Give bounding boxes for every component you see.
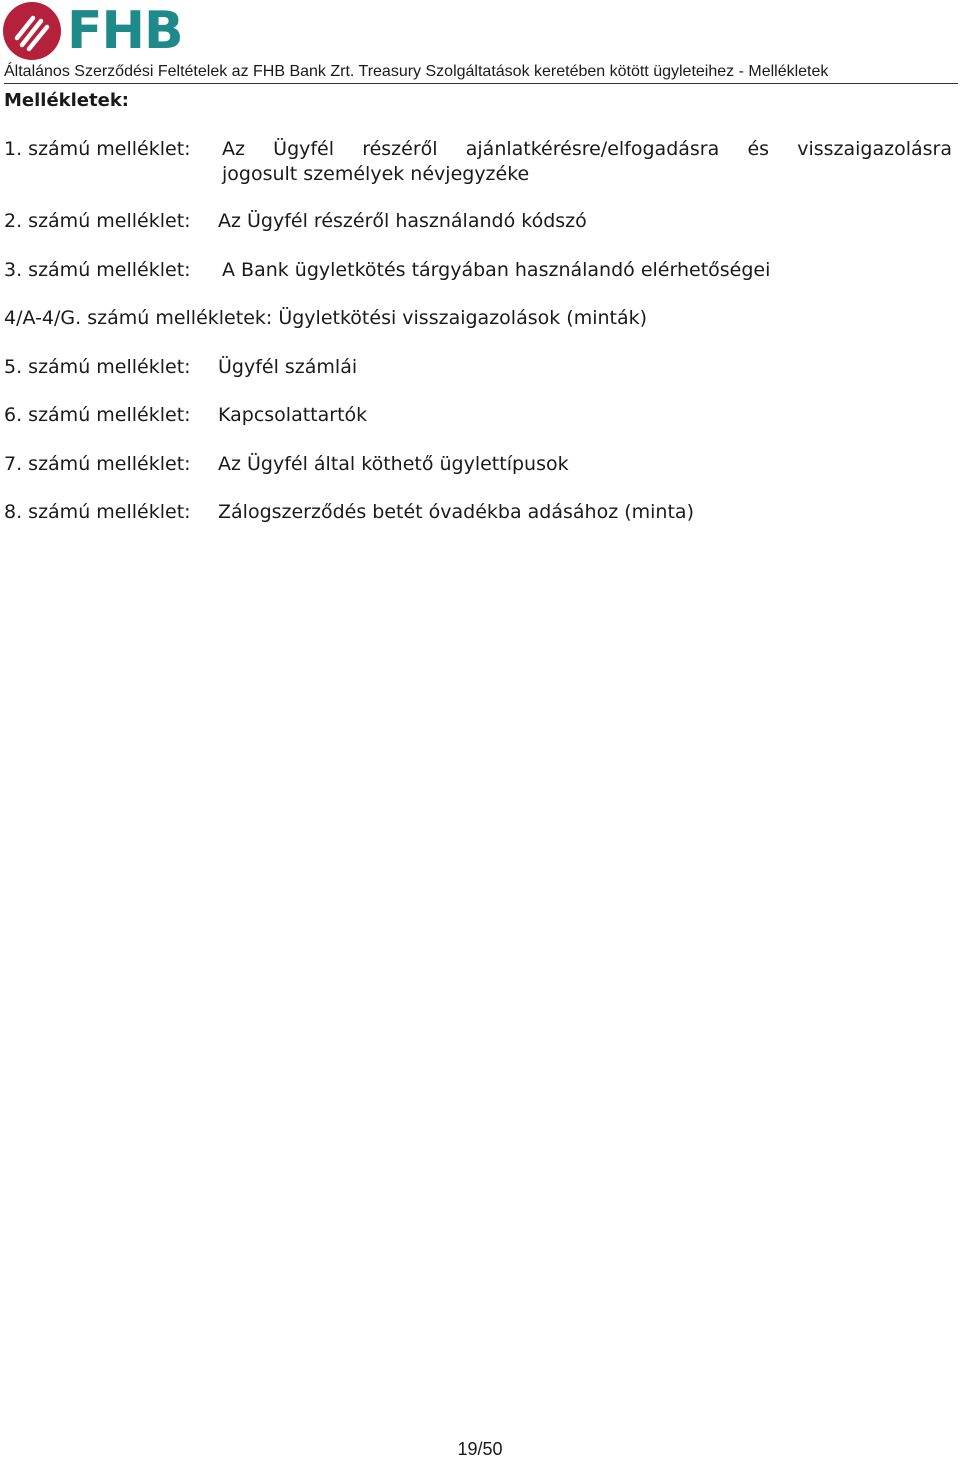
annex-item-6	[4, 403, 367, 428]
annex-label: 8. számú melléklet:	[4, 501, 191, 523]
document-header-title: Általános Szerződési Feltételek az FHB Bank Zrt. Treasury Szolgáltatások keretében kötött ügyleteihez - Mellékletek	[4, 63, 829, 80]
page-number: 19/50	[457, 1439, 503, 1459]
annex-label: 1. számú melléklet:	[4, 138, 191, 160]
annex-description: Ügyletkötési visszaigazolások (minták)	[278, 307, 648, 329]
annex-description-line-2: jogosult személyek névjegyzéke	[222, 163, 530, 185]
fhb-logo-text: FHB	[67, 1, 183, 61]
annex-word: részéről	[362, 138, 438, 160]
annex-word: Az	[222, 138, 245, 160]
annex-description: Az Ügyfél által köthető ügylettípusok	[218, 453, 569, 475]
annex-label: 5. számú melléklet:	[4, 356, 191, 378]
annex-description	[222, 137, 952, 187]
annex-description: Az Ügyfél részéről használandó kódszó	[218, 210, 587, 232]
annex-item-4	[4, 306, 647, 331]
annex-description: Ügyfél számlái	[218, 356, 358, 378]
annex-word: Ügyfél	[273, 138, 335, 160]
annex-item-3	[4, 258, 770, 283]
annex-label: 3. számú melléklet:	[4, 259, 191, 281]
annex-word: ajánlatkérésre/elfogadásra	[465, 138, 720, 160]
annex-item-1	[4, 137, 954, 187]
annex-item-7	[4, 452, 569, 477]
annex-description: A Bank ügyletkötés tárgyában használandó elérhetőségei	[222, 259, 771, 281]
annex-label: 6. számú melléklet:	[4, 404, 191, 426]
annex-word: és	[747, 138, 770, 160]
header-divider	[4, 83, 958, 84]
annex-word: visszaigazolásra	[797, 138, 952, 160]
section-title: Mellékletek:	[4, 90, 129, 111]
annex-item-5	[4, 355, 357, 380]
annex-label: 4/A-4/G. számú mellékletek:	[4, 307, 273, 329]
annex-description: Zálogszerződés betét óvadékba adásához (minta)	[218, 501, 694, 523]
annex-item-2	[4, 209, 587, 234]
annex-description: Kapcsolattartók	[218, 404, 368, 426]
fhb-logo-mark-icon	[3, 2, 61, 60]
annex-description-line-1	[222, 137, 952, 162]
annex-label: 7. számú melléklet:	[4, 453, 191, 475]
annex-item-8	[4, 500, 694, 525]
annex-label: 2. számú melléklet:	[4, 210, 191, 232]
fhb-logo	[3, 2, 183, 60]
